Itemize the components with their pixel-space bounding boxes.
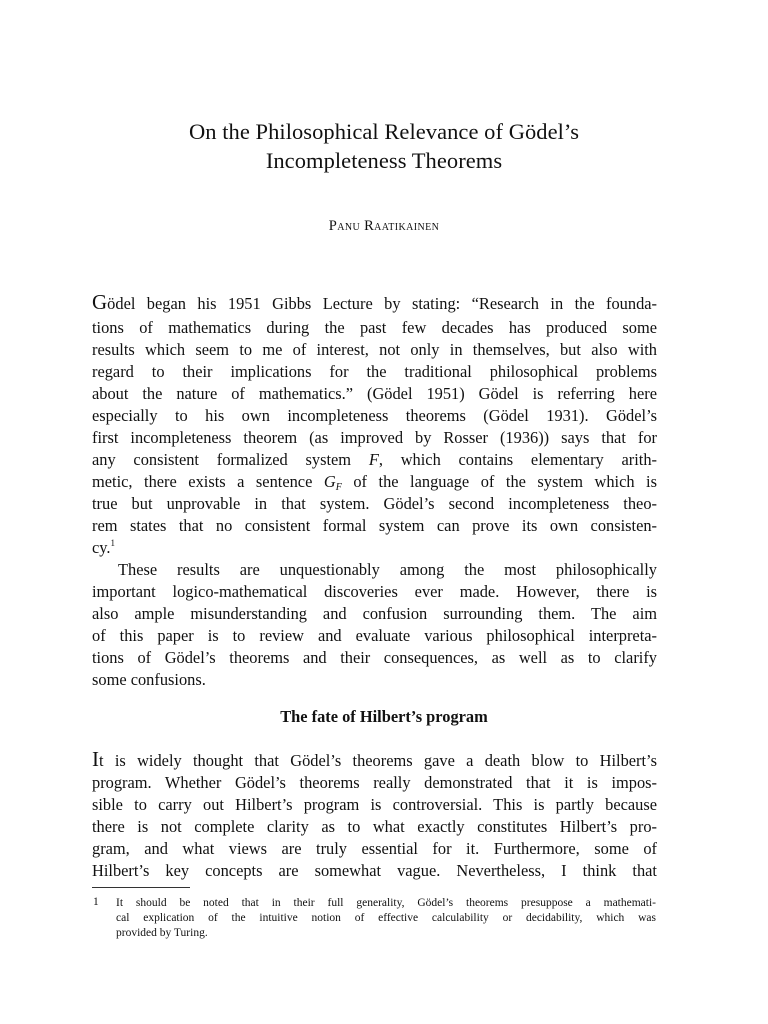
system-symbol-f: F bbox=[368, 450, 379, 469]
sentence-symbol-g: G bbox=[323, 472, 336, 491]
intro-line-9-part-a: metic, there exists a sentence bbox=[92, 472, 324, 491]
intro-line-10: true but unprovable in that system. Gödel’s second incompleteness theo- bbox=[92, 494, 657, 513]
section-heading: The fate of Hilbert’s program bbox=[280, 707, 488, 726]
footnote-reference[interactable]: 1 bbox=[110, 538, 116, 548]
para2-line-1: These results are unquestionably among the most philosophically bbox=[118, 560, 657, 579]
intro-line-7: first incompleteness theorem (as improved by Rosser (1936)) says that for bbox=[92, 428, 657, 447]
section-line-1-text: t is widely thought that Gödel’s theorems gave a death blow to Hilbert’s bbox=[99, 751, 657, 770]
footnote-line-3: provided by Turing. bbox=[116, 927, 208, 939]
paper-title-line-1: On the Philosophical Relevance of Gödel’s bbox=[188, 119, 580, 144]
para2-line-4: of this paper is to review and evaluate various philosophical interpreta- bbox=[92, 626, 657, 645]
footnote-number: 1 bbox=[93, 896, 99, 908]
section-line-4: there is not complete clarity as to what exactly constitutes Hilbert’s pro- bbox=[92, 817, 657, 836]
section-line-6: Hilbert’s key concepts are somewhat vague. Nevertheless, I think that bbox=[92, 861, 657, 880]
intro-line-9 bbox=[92, 471, 657, 493]
author-name bbox=[0, 218, 768, 235]
intro-drop-letter: G bbox=[92, 290, 108, 314]
section-line-5: gram, and what views are truly essential for it. Furthermore, some of bbox=[92, 839, 657, 858]
footnote-divider bbox=[92, 887, 190, 888]
author-name-text: Panu Raatikainen bbox=[328, 218, 440, 234]
paper-title-line-2: Incompleteness Theorems bbox=[265, 148, 503, 173]
intro-line-11: rem states that no consistent formal system can prove its own consisten- bbox=[92, 516, 657, 535]
intro-line-1-text: ödel began his 1951 Gibbs Lecture by stating: “Research in the founda- bbox=[107, 294, 657, 313]
para2-line-6: some confusions. bbox=[92, 670, 206, 689]
para2-line-2: important logico-mathematical discoveries ever made. However, there is bbox=[92, 582, 657, 601]
footnote-line-1: It should be noted that in their full generality, Gödel’s theorems presuppose a mathemati- bbox=[116, 897, 656, 909]
intro-line-4: regard to their implications for the traditional philosophical problems bbox=[92, 362, 657, 381]
intro-line-5: about the nature of mathematics.” (Gödel 1951) Gödel is referring here bbox=[92, 384, 657, 403]
section-line-1 bbox=[92, 747, 657, 772]
sentence-symbol-subscript: F bbox=[335, 482, 342, 493]
section-drop-letter: I bbox=[92, 747, 99, 771]
intro-line-3: results which seem to me of interest, not only in themselves, but also with bbox=[92, 340, 657, 359]
intro-line-8-part-a: any consistent formalized system bbox=[92, 450, 369, 469]
intro-line-6: especially to his own incompleteness theorems (Gödel 1931). Gödel’s bbox=[92, 406, 657, 425]
intro-line-8 bbox=[92, 449, 657, 471]
para2-line-5: tions of Gödel’s theorems and their consequences, as well as to clarify bbox=[92, 648, 657, 667]
section-line-3: sible to carry out Hilbert’s program is controversial. This is partly because bbox=[92, 795, 657, 814]
intro-line-12-text: cy. bbox=[92, 538, 111, 557]
intro-line-1 bbox=[92, 290, 657, 315]
intro-line-2: tions of mathematics during the past few decades has produced some bbox=[92, 318, 657, 337]
intro-line-8-part-b: , which contains elementary arith- bbox=[378, 450, 657, 469]
para2-line-3: also ample misunderstanding and confusion surrounding them. The aim bbox=[92, 604, 657, 623]
intro-line-9-part-b: of the language of the system which is bbox=[341, 472, 657, 491]
section-line-2: program. Whether Gödel’s theorems really demonstrated that it is impos- bbox=[92, 773, 657, 792]
footnote-line-2: cal explication of the intuitive notion of effective calculability or decidability, which was bbox=[116, 912, 656, 924]
intro-line-12 bbox=[92, 537, 657, 559]
